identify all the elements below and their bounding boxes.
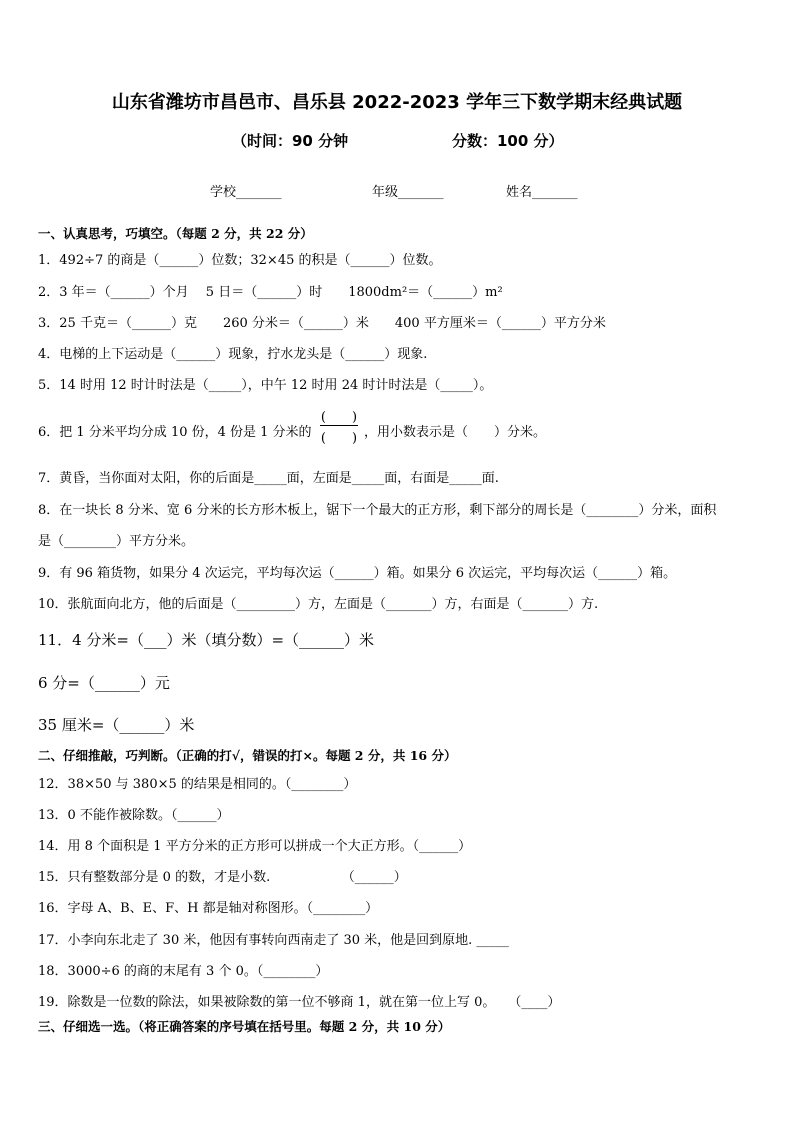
fraction-denominator: ( ) [320, 431, 358, 446]
grade-field: 年级_______ [372, 185, 444, 200]
question-5: 5．14 时用 12 时计时法是（_____），中午 12 时用 24 时计时法是（_____）。 [38, 378, 493, 393]
question-4: 4．电梯的上下运动是（______）现象，拧水龙头是（______）现象. [38, 347, 428, 362]
question-9: 9．有 96 箱货物，如果分 4 次运完，平均每次运（______）箱。如果分 6 次运完，平均每次运（______）箱。 [38, 566, 677, 581]
question-7: 7．黄昏，当你面对太阳，你的后面是_____面，左面是_____面，右面是_____面. [38, 471, 499, 486]
name-field: 姓名_______ [506, 185, 578, 200]
page-title: 山东省潍坊市昌邑市、昌乐县 2022-2023 学年三下数学期末经典试题 [111, 92, 683, 113]
section-3-heading: 三、仔细选一选。（将正确答案的序号填在括号里。每题 2 分，共 10 分） [38, 1019, 451, 1034]
question-11-line3: 35 厘米=（______）米 [38, 716, 195, 734]
question-12: 12．38×50 与 380×5 的结果是相同的。（________） [38, 777, 357, 792]
question-18: 18．3000÷6 的商的末尾有 3 个 0。（________） [38, 964, 329, 979]
question-11-line1: 11．4 分米=（___）米（填分数）=（______）米 [38, 631, 375, 649]
question-8-line1: 8．在一块长 8 分米、宽 6 分米的长方形木板上，锯下一个最大的正方形，剩下部分的周长是（________）分米，面积 [38, 503, 717, 518]
question-3: 3．25 千克＝（______）克 260 分米＝（______）米 400 平方厘米＝（______）平方分米 [38, 316, 606, 331]
question-13: 13．0 不能作被除数。（______） [38, 808, 230, 823]
question-6-fraction [316, 406, 362, 445]
question-8-line2: 是（________）平方分米。 [38, 534, 195, 549]
fraction-numerator: ( ) [320, 410, 358, 425]
school-field: 学校_______ [210, 185, 282, 200]
exam-time: （时间：90 分钟 [232, 132, 349, 150]
section-1-heading: 一、认真思考，巧填空。（每题 2 分，共 22 分） [38, 226, 313, 241]
question-2: 2．3 年＝（______）个月 5 日＝（______）时 1800dm²＝（______）m² [38, 285, 503, 300]
question-16: 16．字母 A、B、E、F、H 都是轴对称图形。（________） [38, 901, 379, 916]
question-17: 17．小李向东北走了 30 米，他因有事转向西南走了 30 米，他是回到原地. _____ [38, 933, 509, 948]
question-1: 1．492÷7 的商是（______）位数；32×45 的积是（______）位数。 [38, 253, 442, 268]
fraction-bar [320, 425, 358, 426]
question-14: 14．用 8 个面积是 1 平方分米的正方形可以拼成一个大正方形。（______） [38, 839, 472, 854]
question-10: 10．张航面向北方，他的后面是（_________）方，左面是（_______）方，右面是（_______）方. [38, 597, 599, 612]
question-15: 15．只有整数部分是 0 的数，才是小数. （______） [38, 870, 407, 885]
question-19: 19．除数是一位数的除法，如果被除数的第一位不够商 1，就在第一位上写 0。 （____） [38, 995, 561, 1010]
question-6-suffix: ，用小数表示是（ ）分米。 [364, 425, 547, 440]
question-11-line2: 6 分=（______）元 [38, 674, 170, 692]
exam-score: 分数：100 分） [452, 132, 564, 150]
section-2-heading: 二、仔细推敲，巧判断。（正确的打√，错误的打×。每题 2 分，共 16 分） [38, 748, 457, 763]
question-6-text: 6．把 1 分米平均分成 10 份，4 份是 1 分米的 [38, 425, 312, 440]
